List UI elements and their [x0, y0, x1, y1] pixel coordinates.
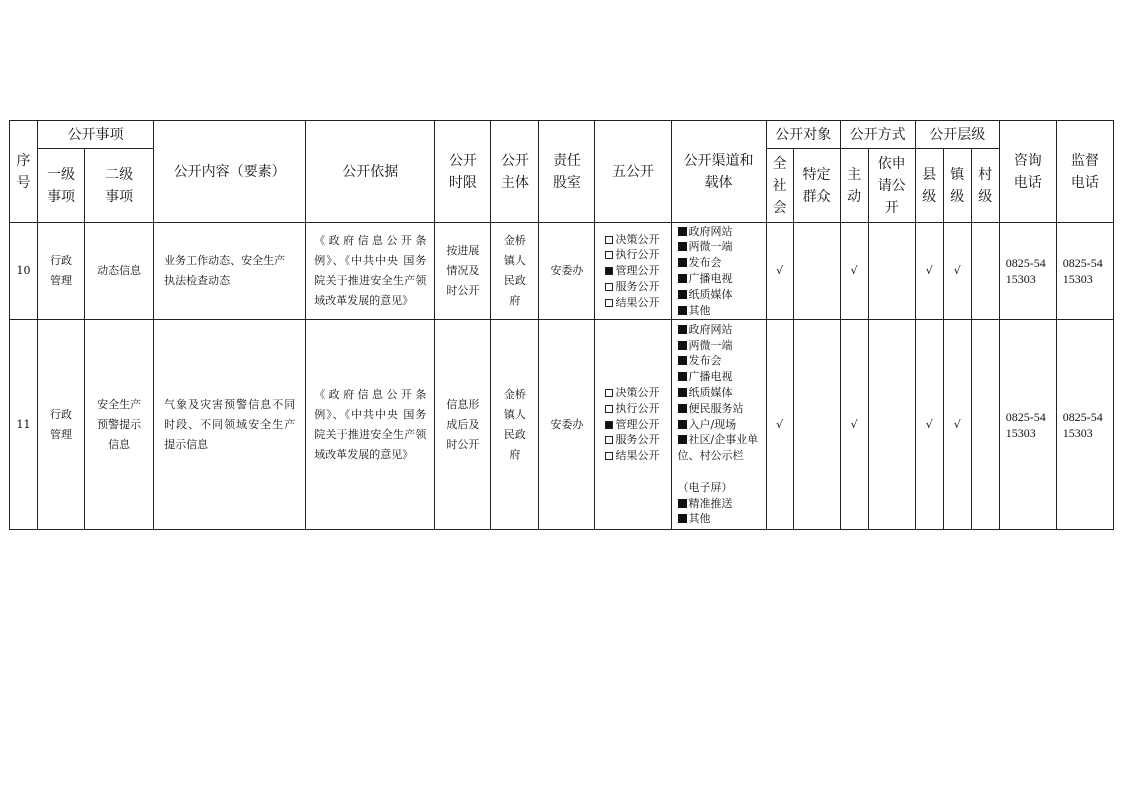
filled-square-icon: [678, 372, 687, 381]
col-level-town: 镇级: [943, 149, 971, 223]
channel-item: 社区/企事业单位、村公示栏: [677, 433, 759, 463]
row-target-specific: [793, 320, 840, 530]
header-row-1: [10, 121, 1114, 149]
row-content: 业务工作动态、安全生产执法检查动态: [154, 223, 306, 320]
col-target-group: 公开对象: [766, 121, 840, 149]
disclosure-table: [9, 120, 1114, 530]
col-supervise: 监督电话: [1056, 121, 1113, 223]
row-channel: [671, 320, 766, 530]
channel-item: 纸质媒体: [678, 385, 766, 401]
col-level-group: 公开层级: [915, 121, 999, 149]
filled-square-icon: [678, 242, 687, 251]
row-level2: 安全生产预警提示信息: [85, 320, 154, 530]
row-level-town: √: [943, 223, 971, 320]
row-dept: 安委办: [539, 320, 595, 530]
five-item: 结果公开: [605, 448, 670, 464]
filled-square-icon: [678, 325, 687, 334]
unchecked-box-icon: [605, 251, 613, 259]
five-item: 管理公开: [605, 263, 670, 279]
unchecked-box-icon: [605, 452, 613, 460]
col-seq: 序号: [10, 121, 38, 223]
row-level-village: [971, 223, 999, 320]
row-level-village: [971, 320, 999, 530]
col-level-county: 县级: [915, 149, 943, 223]
channel-item: （电子屏）: [677, 480, 733, 494]
filled-square-icon: [678, 404, 687, 413]
checked-box-icon: [605, 267, 613, 275]
row-level-town: √: [943, 320, 971, 530]
row-five: [595, 320, 671, 530]
unchecked-box-icon: [605, 389, 613, 397]
filled-square-icon: [678, 499, 687, 508]
col-target-all: 全社会: [766, 149, 793, 223]
filled-square-icon: [678, 420, 687, 429]
channel-item: 广播电视: [678, 369, 766, 385]
row-five: [595, 223, 671, 320]
row-level-county: √: [915, 320, 943, 530]
col-dept: 责任股室: [539, 121, 595, 223]
col-level-village: 村级: [971, 149, 999, 223]
row-mode-apply: [868, 320, 915, 530]
five-item: 决策公开: [605, 232, 670, 248]
col-channel: 公开渠道和载体: [671, 121, 766, 223]
col-level1: 一级事项: [38, 149, 85, 223]
five-item: 服务公开: [605, 432, 670, 448]
unchecked-box-icon: [605, 299, 613, 307]
filled-square-icon: [678, 274, 687, 283]
channel-item: 广播电视: [678, 271, 766, 287]
filled-square-icon: [678, 514, 687, 523]
row-target-all: √: [766, 320, 793, 530]
col-consult: 咨询电话: [999, 121, 1056, 223]
row-target-all: √: [766, 223, 793, 320]
col-subject: 公开主体: [491, 121, 539, 223]
row-level2: 动态信息: [85, 223, 154, 320]
filled-square-icon: [678, 258, 687, 267]
filled-square-icon: [678, 435, 687, 444]
row-level1: 行政管理: [38, 223, 85, 320]
col-mode-group: 公开方式: [840, 121, 915, 149]
col-content: 公开内容（要素）: [154, 121, 306, 223]
checked-box-icon: [605, 421, 613, 429]
channel-item: 其他: [678, 511, 766, 527]
channel-item: 两微一端: [678, 338, 766, 354]
row-dept: 安委办: [539, 223, 595, 320]
col-basis: 公开依据: [306, 121, 435, 223]
channel-item: 入户/现场: [678, 417, 766, 433]
table-row: [10, 320, 1114, 530]
channel-item: 两微一端: [678, 239, 766, 255]
row-level1: 行政管理: [38, 320, 85, 530]
row-seq: 10: [10, 223, 38, 320]
row-subject: 金桥镇人民政府: [491, 223, 539, 320]
row-level-county: √: [915, 223, 943, 320]
channel-item: 精准推送: [678, 496, 766, 512]
row-consult: 0825-5415303: [999, 223, 1056, 320]
row-mode-active: √: [840, 223, 868, 320]
row-supervise: 0825-5415303: [1056, 223, 1113, 320]
filled-square-icon: [678, 227, 687, 236]
col-level2: 二级事项: [85, 149, 154, 223]
filled-square-icon: [678, 290, 687, 299]
col-target-specific: 特定群众: [793, 149, 840, 223]
filled-square-icon: [678, 356, 687, 365]
row-basis: 《政府信息公开条例》、《中共中央 国务院关于推进安全生产领域改革发展的意见》: [306, 320, 435, 530]
channel-item: 发布会: [678, 353, 766, 369]
unchecked-box-icon: [605, 283, 613, 291]
row-basis: 《政府信息公开条例》、《中共中央 国务院关于推进安全生产领域改革发展的意见》: [306, 223, 435, 320]
col-matters-group: 公开事项: [38, 121, 154, 149]
unchecked-box-icon: [605, 436, 613, 444]
unchecked-box-icon: [605, 405, 613, 413]
channel-item: 发布会: [678, 255, 766, 271]
row-mode-active: √: [840, 320, 868, 530]
col-time-limit: 公开时限: [435, 121, 491, 223]
five-item: 执行公开: [605, 401, 670, 417]
five-item: 结果公开: [605, 295, 670, 311]
row-consult: 0825-5415303: [999, 320, 1056, 530]
table-row: [10, 223, 1114, 320]
channel-item: 便民服务站: [678, 401, 766, 417]
row-channel: [671, 223, 766, 320]
row-mode-apply: [868, 223, 915, 320]
row-target-specific: [793, 223, 840, 320]
row-seq: 11: [10, 320, 38, 530]
row-content: 气象及灾害预警信息不同时段、不同领域安全生产提示信息: [154, 320, 306, 530]
row-supervise: 0825-5415303: [1056, 320, 1113, 530]
row-time-limit: 按进展情况及时公开: [435, 223, 491, 320]
filled-square-icon: [678, 306, 687, 315]
channel-item: 政府网站: [678, 322, 766, 338]
channel-item: 政府网站: [678, 224, 766, 240]
channel-item: 其他: [678, 303, 766, 319]
unchecked-box-icon: [605, 236, 613, 244]
col-mode-apply: 依申请公开: [868, 149, 915, 223]
col-five: 五公开: [595, 121, 671, 223]
five-item: 执行公开: [605, 247, 670, 263]
row-time-limit: 信息形成后及时公开: [435, 320, 491, 530]
five-item: 管理公开: [605, 417, 670, 433]
channel-item: 纸质媒体: [678, 287, 766, 303]
col-mode-active: 主动: [840, 149, 868, 223]
filled-square-icon: [678, 388, 687, 397]
five-item: 服务公开: [605, 279, 670, 295]
five-item: 决策公开: [605, 385, 670, 401]
row-subject: 金桥镇人民政府: [491, 320, 539, 530]
filled-square-icon: [678, 341, 687, 350]
